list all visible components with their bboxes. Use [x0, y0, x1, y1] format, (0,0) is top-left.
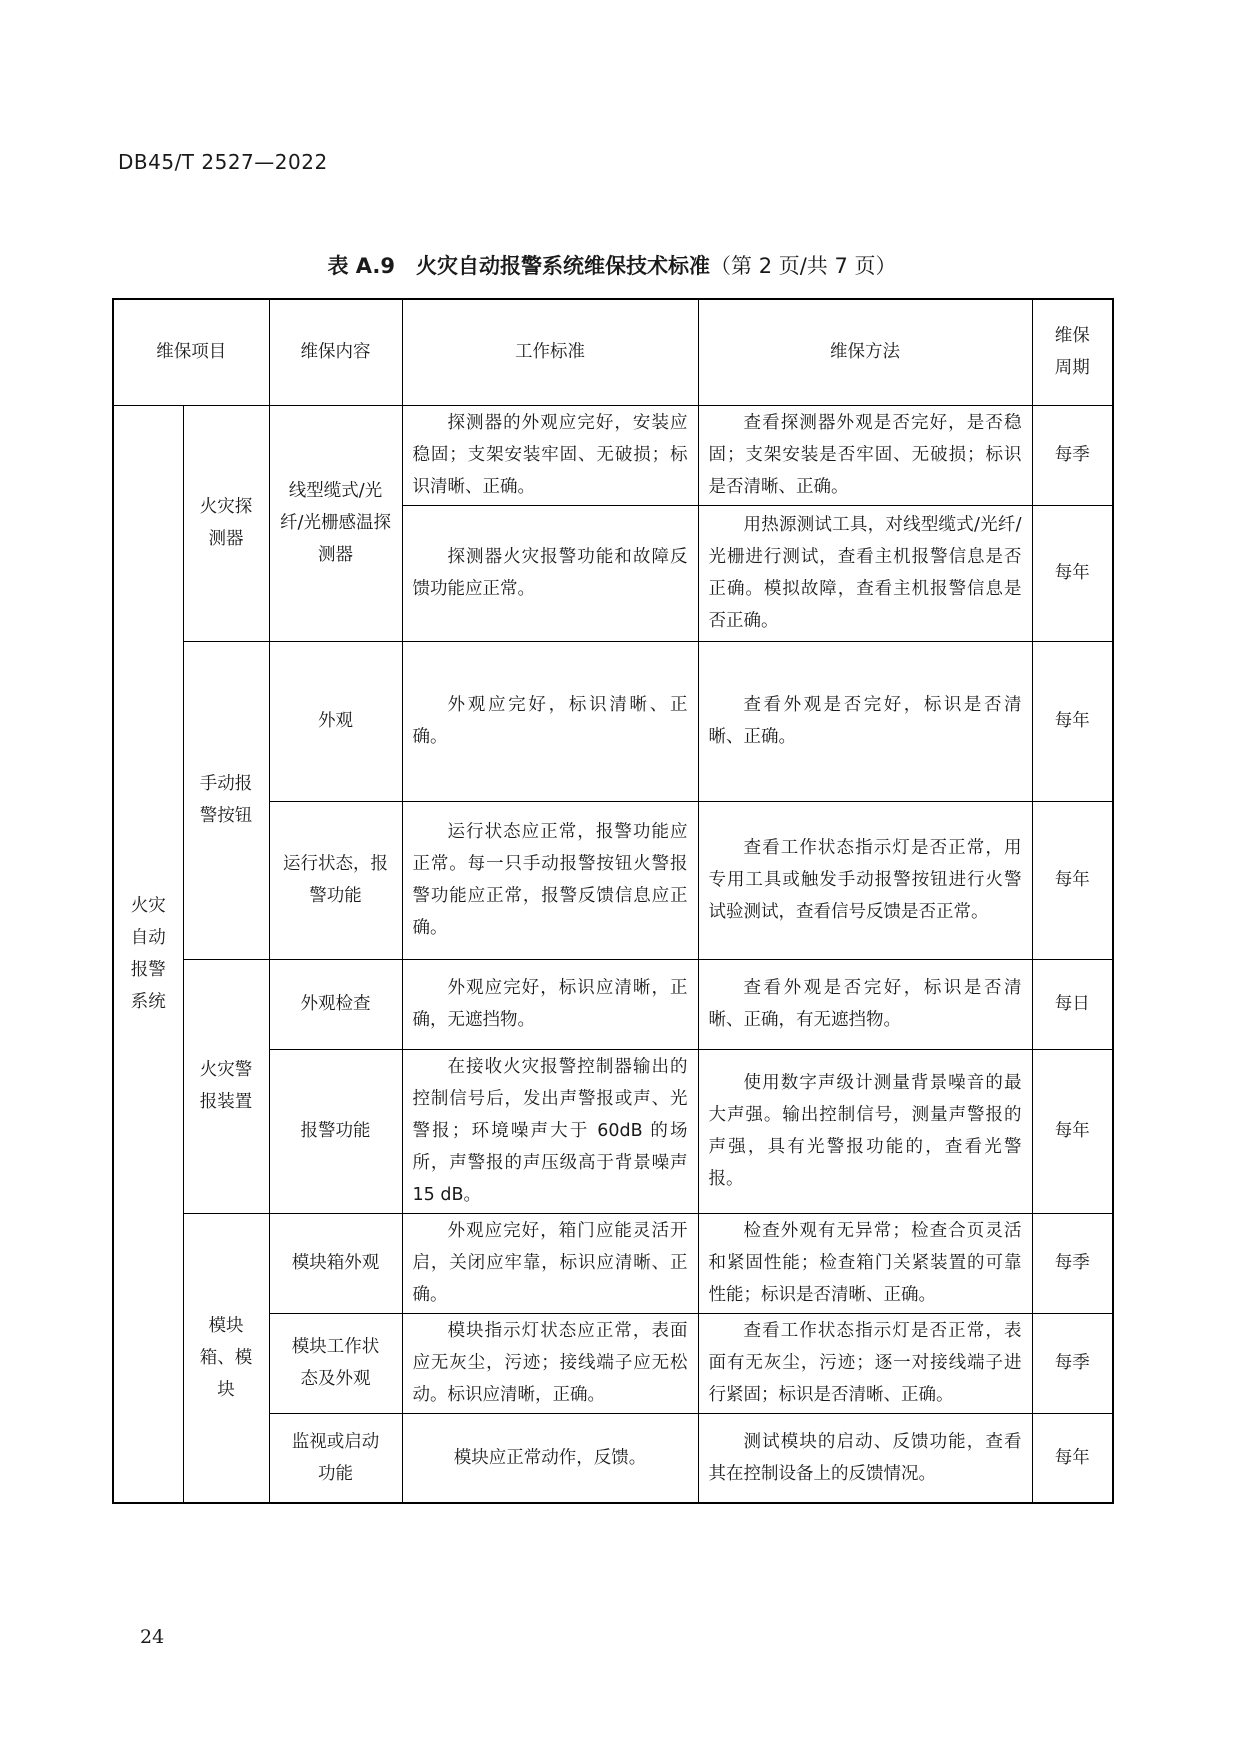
period-cell: 每季 [1032, 405, 1113, 505]
content-cell: 监视或启动功能 [269, 1413, 402, 1503]
period-cell: 每年 [1032, 505, 1113, 641]
period-cell: 每年 [1032, 641, 1113, 801]
table-header-row [113, 299, 1113, 405]
method-cell: 查看工作状态指示灯是否正常，用专用工具或触发手动报警按钮进行火警试验测试，查看信号反馈是否正常。 [698, 801, 1032, 959]
group-cell-detector: 火灾探测器 [183, 405, 269, 641]
header-maintenance-period: 维保周期 [1032, 299, 1113, 405]
method-cell: 查看探测器外观是否完好，是否稳固；支架安装是否牢固、无破损；标识是否清晰、正确。 [698, 405, 1032, 505]
standard-cell: 外观应完好，标识清晰、正确。 [402, 641, 698, 801]
standard-cell: 外观应完好，标识应清晰，正确，无遮挡物。 [402, 959, 698, 1049]
content-cell: 运行状态，报警功能 [269, 801, 402, 959]
table-row [113, 405, 1113, 505]
table-title: 表 A.9 火灾自动报警系统维保技术标准 [327, 254, 711, 278]
page-number: 24 [140, 1626, 165, 1648]
maintenance-standard-table [112, 298, 1114, 1504]
standard-cell: 探测器火灾报警功能和故障反馈功能应正常。 [402, 505, 698, 641]
standard-cell: 运行状态应正常，报警功能应正常。每一只手动报警按钮火警报警功能应正常，报警反馈信息应正确。 [402, 801, 698, 959]
group-cell-alarm-device: 火灾警报装置 [183, 959, 269, 1213]
table-row [113, 641, 1113, 801]
standard-cell: 在接收火灾报警控制器输出的控制信号后，发出声警报或声、光警报；环境噪声大于 60dB 的场所，声警报的声压级高于背景噪声 15 dB。 [402, 1049, 698, 1213]
header-maintenance-item: 维保项目 [113, 299, 269, 405]
standard-cell: 探测器的外观应完好，安装应稳固；支架安装牢固、无破损；标识清晰、正确。 [402, 405, 698, 505]
header-work-standard: 工作标准 [402, 299, 698, 405]
method-cell: 查看外观是否完好，标识是否清晰、正确，有无遮挡物。 [698, 959, 1032, 1049]
method-cell: 用热源测试工具，对线型缆式/光纤/光栅进行测试，查看主机报警信息是否正确。模拟故障，查看主机报警信息是否正确。 [698, 505, 1032, 641]
period-cell: 每季 [1032, 1313, 1113, 1413]
content-cell: 模块工作状态及外观 [269, 1313, 402, 1413]
group-cell-manual-button: 手动报警按钮 [183, 641, 269, 959]
method-cell: 查看工作状态指示灯是否正常，表面有无灰尘，污迹；逐一对接线端子进行紧固；标识是否清晰、正确。 [698, 1313, 1032, 1413]
period-cell: 每年 [1032, 801, 1113, 959]
table-row [113, 959, 1113, 1049]
table-caption [112, 250, 1112, 280]
standard-cell: 模块应正常动作，反馈。 [402, 1413, 698, 1503]
document-code: DB45/T 2527—2022 [118, 150, 328, 174]
system-cell: 火灾自动报警系统 [113, 405, 183, 1503]
content-cell: 外观 [269, 641, 402, 801]
standard-cell: 模块指示灯状态应正常，表面应无灰尘，污迹；接线端子应无松动。标识应清晰，正确。 [402, 1313, 698, 1413]
content-cell: 线型缆式/光纤/光栅感温探测器 [269, 405, 402, 641]
period-cell: 每日 [1032, 959, 1113, 1049]
header-maintenance-method: 维保方法 [698, 299, 1032, 405]
method-cell: 使用数字声级计测量背景噪音的最大声强。输出控制信号，测量声警报的声强，具有光警报功能的，查看光警报。 [698, 1049, 1032, 1213]
method-cell: 测试模块的启动、反馈功能，查看其在控制设备上的反馈情况。 [698, 1413, 1032, 1503]
standard-cell: 外观应完好，箱门应能灵活开启，关闭应牢靠，标识应清晰、正确。 [402, 1213, 698, 1313]
content-cell: 报警功能 [269, 1049, 402, 1213]
content-cell: 外观检查 [269, 959, 402, 1049]
method-cell: 查看外观是否完好，标识是否清晰、正确。 [698, 641, 1032, 801]
period-cell: 每年 [1032, 1413, 1113, 1503]
table-row [113, 1213, 1113, 1313]
header-maintenance-content: 维保内容 [269, 299, 402, 405]
content-cell: 模块箱外观 [269, 1213, 402, 1313]
method-cell: 检查外观有无异常；检查合页灵活和紧固性能；检查箱门关紧装置的可靠性能；标识是否清晰、正确。 [698, 1213, 1032, 1313]
period-cell: 每年 [1032, 1049, 1113, 1213]
period-cell: 每季 [1032, 1213, 1113, 1313]
table-page-info: （第 2 页/共 7 页） [710, 254, 897, 278]
group-cell-module: 模块箱、模块 [183, 1213, 269, 1503]
